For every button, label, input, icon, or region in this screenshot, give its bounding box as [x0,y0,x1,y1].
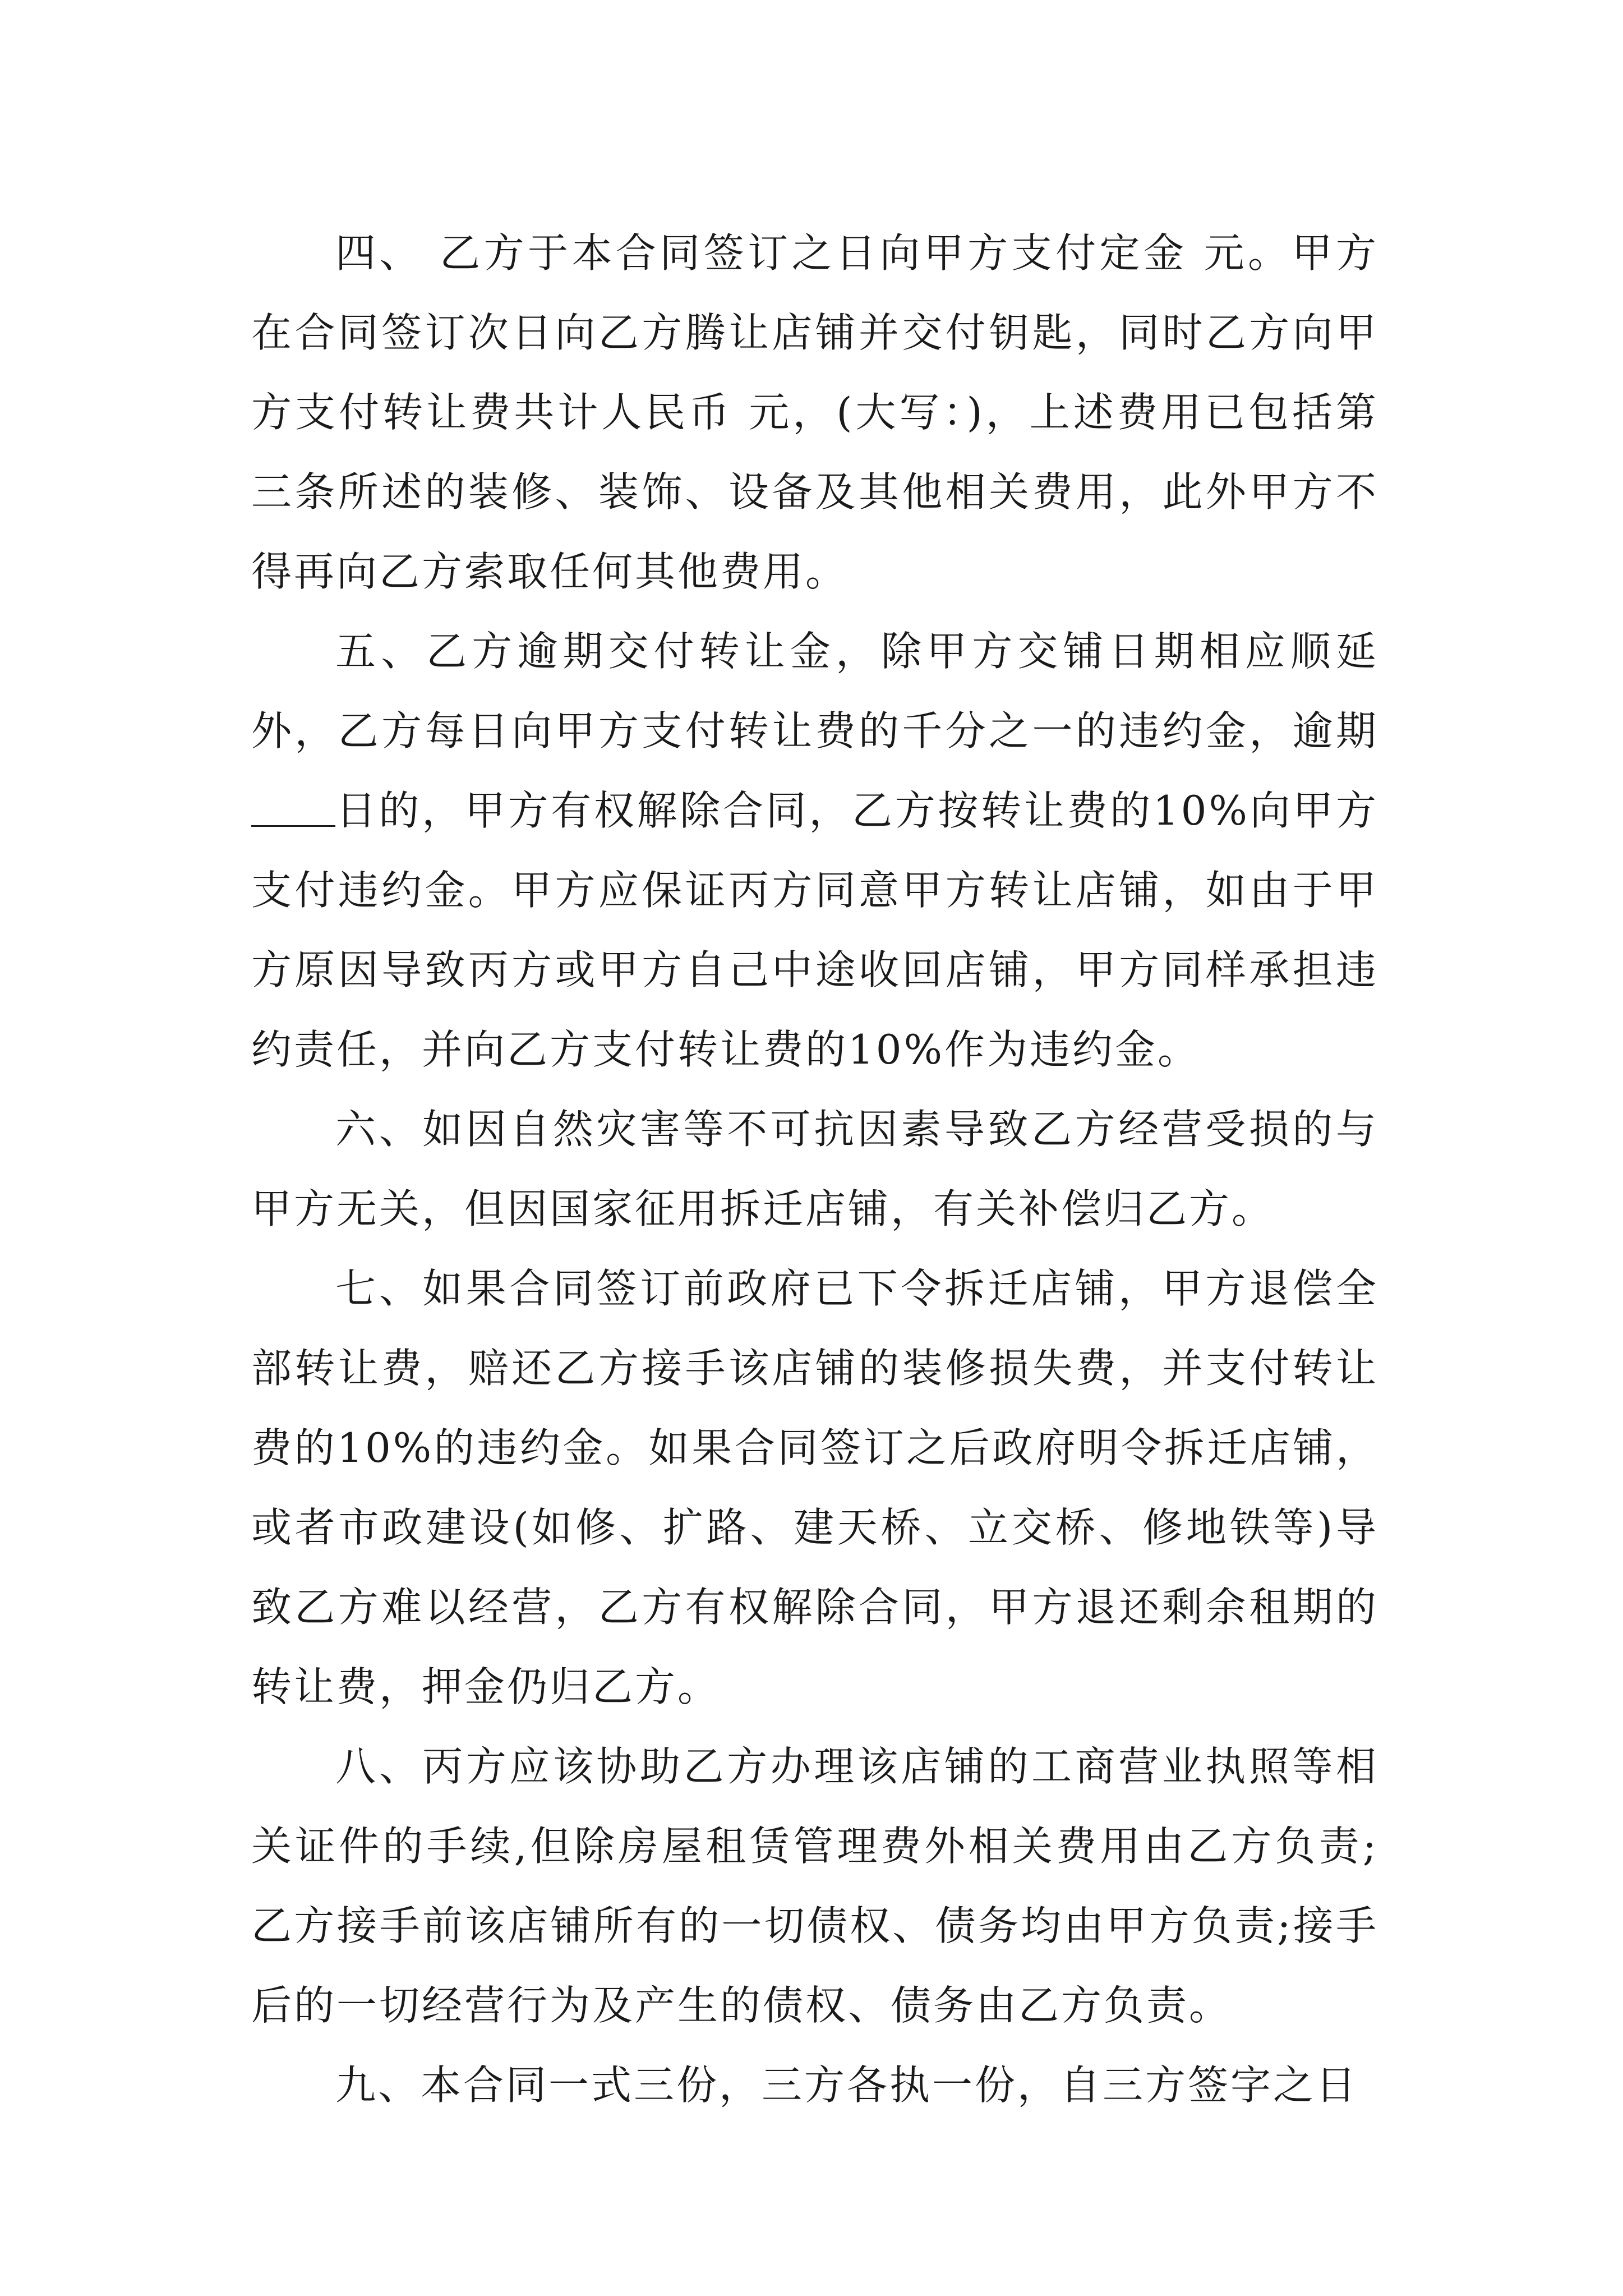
clause-6-paragraph: 六、如因自然灾害等不可抗因素导致乙方经营受损的与甲方无关，但因国家征用拆迁店铺，有关补偿归乙方。 [251,1106,1378,1232]
fill-in-blank-line [251,785,335,827]
clause-5-text-before-blank: 五、乙方逾期交付转让金，除甲方交铺日期相应顺延外，乙方每日向甲方支付转让费的千分之一的违约金，逾期 [251,628,1378,754]
clause-4-paragraph: 四、 乙方于本合同签订之日向甲方支付定金 元。甲方在合同签订次日向乙方腾让店铺并交付钥匙，同时乙方向甲方支付转让费共计人民币 元，(大写：)，上述费用已包括第三条所述的装修、装饰、设备及其他相关费用，此外甲方不得再向乙方索取任何其他费用。 [251,229,1378,595]
clause-7-paragraph: 七、如果合同签订前政府已下令拆迁店铺，甲方退偿全部转让费，赔还乙方接手该店铺的装修损失费，并支付转让费的10%的违约金。如果合同签订之后政府明令拆迁店铺，或者市政建设(如修、扩路、建天桥、立交桥、修地铁等)导致乙方难以经营，乙方有权解除合同，甲方退还剩余租期的转让费，押金仍归乙方。 [251,1265,1378,1710]
clause-5-paragraph [251,611,1378,1089]
clause-5-text-after-blank: 日的，甲方有权解除合同，乙方按转让费的10%向甲方支付违约金。甲方应保证丙方同意甲方转让店铺，如由于甲方原因导致丙方或甲方自己中途收回店铺，甲方同样承担违约责任，并向乙方支付转让费的10%作为违约金。 [251,787,1378,1073]
clause-9-paragraph: 九、本合同一式三份，三方各执一份，自三方签字之日 [335,2062,1359,2109]
contract-body [251,213,1378,2125]
clause-8-paragraph: 八、丙方应该协助乙方办理该店铺的工商营业执照等相关证件的手续,但除房屋租赁管理费外相关费用由乙方负责;乙方接手前该店铺所有的一切债权、债务均由甲方负责;接手后的一切经营行为及产生的债权、债务由乙方负责。 [251,1743,1378,2029]
